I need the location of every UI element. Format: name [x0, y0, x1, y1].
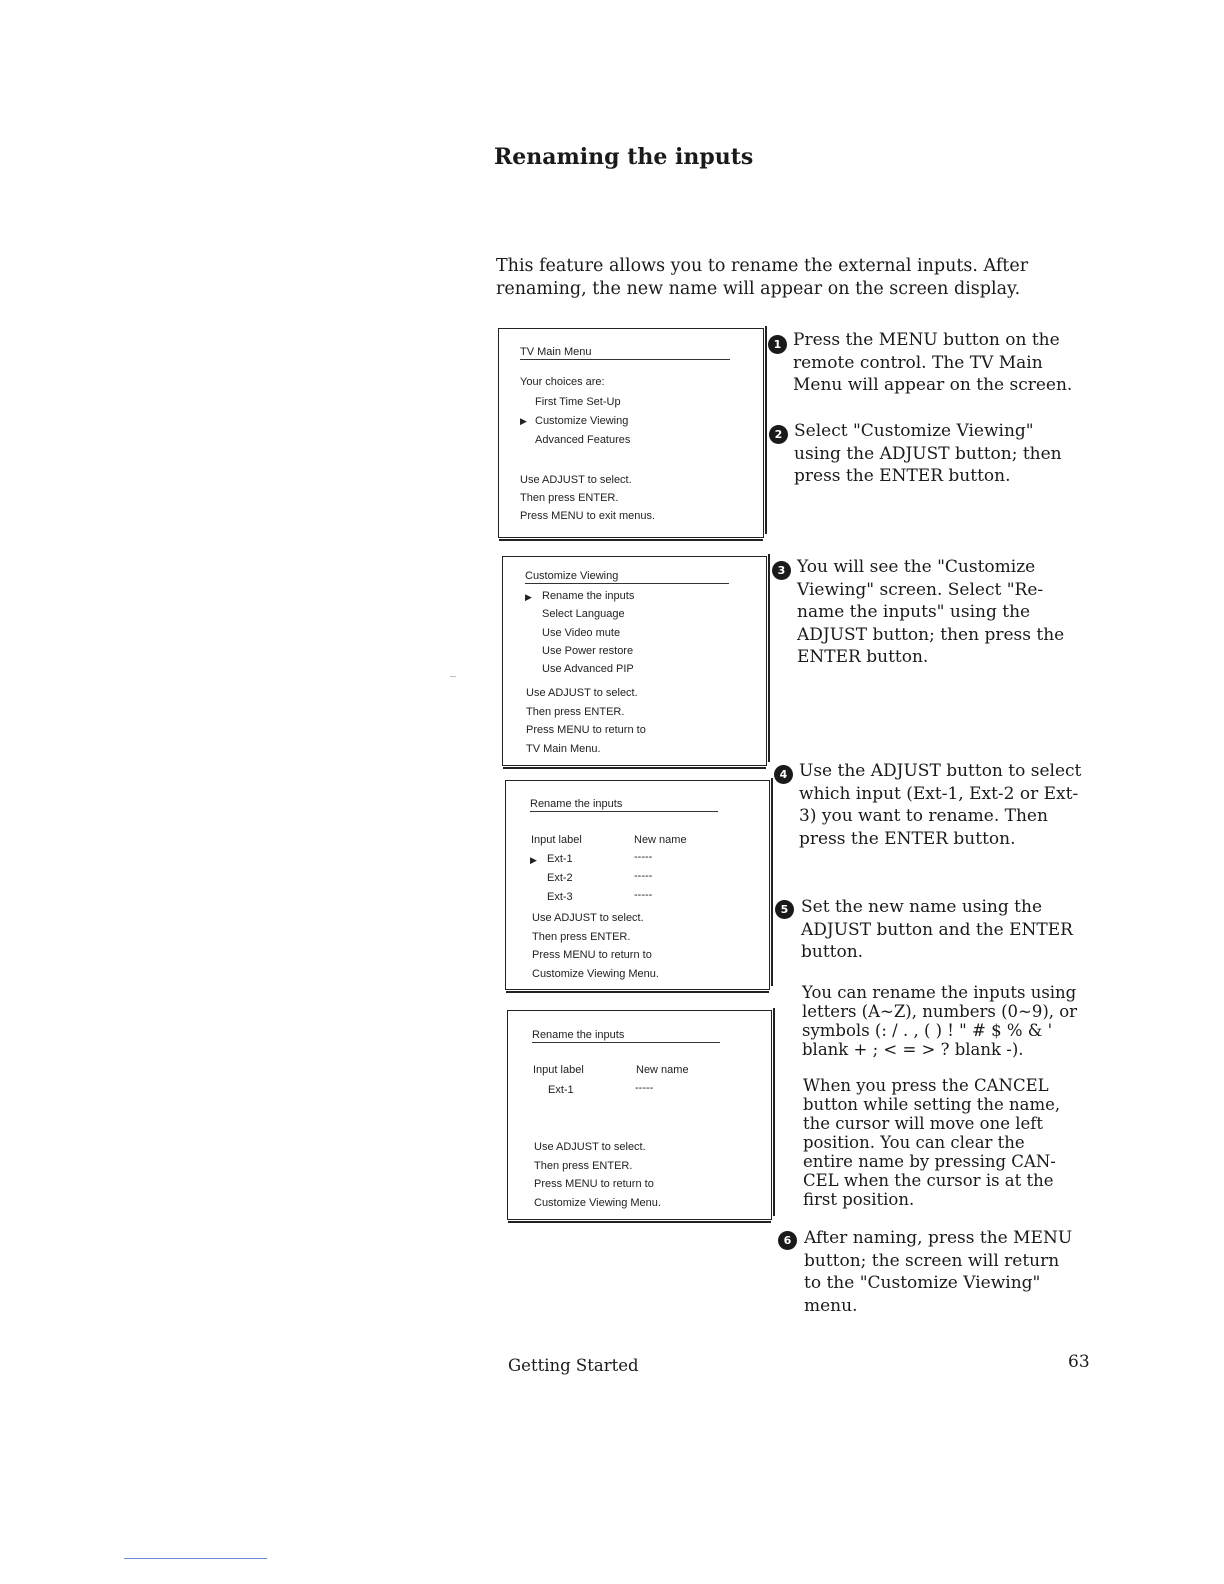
screen-line: Press MENU to return to	[534, 1178, 654, 1190]
screen-title: Customize Viewing	[525, 570, 619, 582]
step-text: Press the MENU button on the remote control. The TV Main Menu will appear on the screen.	[793, 330, 1073, 395]
screen-customize-viewing	[502, 556, 767, 766]
step-number-badge: 5	[775, 900, 794, 919]
bottom-rule	[124, 1558, 267, 1559]
step-text: After naming, press the MENU button; the screen will return to the "Customize Viewing" menu.	[804, 1228, 1073, 1316]
menu-option-selected: Customize Viewing	[535, 415, 629, 427]
input-row-label: Ext-3	[547, 891, 573, 903]
menu-option: Advanced Features	[535, 434, 631, 446]
screen-line: Your choices are:	[520, 376, 605, 388]
menu-option: First Time Set-Up	[535, 396, 621, 408]
screen-line: Customize Viewing Menu.	[534, 1197, 661, 1209]
column-header-input-label: Input label	[533, 1064, 584, 1076]
column-header-input-label: Input label	[531, 834, 582, 846]
screen-title: Rename the inputs	[530, 798, 623, 810]
input-row-name: -----	[635, 1082, 654, 1094]
step-number-badge: 3	[772, 561, 791, 580]
menu-option: Use Power restore	[542, 645, 634, 657]
screen-line: Press MENU to return to	[532, 949, 652, 961]
input-row-label: Ext-2	[547, 872, 573, 884]
menu-option-selected: Rename the inputs	[542, 590, 635, 602]
screen-line: Then press ENTER.	[532, 931, 631, 943]
intro-paragraph: This feature allows you to rename the external inputs. After renaming, the new name will appear on the screen display.	[496, 256, 1029, 299]
input-row-label: Ext-1	[548, 1084, 574, 1096]
screen-line: Press MENU to exit menus.	[520, 510, 656, 522]
step-number-badge: 4	[774, 765, 793, 784]
title-rule	[530, 811, 718, 812]
screen-line: Use ADJUST to select.	[532, 912, 644, 924]
input-row-name: -----	[634, 870, 653, 882]
note-characters: You can rename the inputs using letters (A~Z), numbers (0~9), or symbols (: / . , ( ) ! " # $ % & ' blank + ; < = > ? blank -).	[802, 983, 1078, 1059]
step-text: Set the new name using the ADJUST button and the ENTER button.	[801, 897, 1073, 962]
step-number-badge: 2	[769, 425, 788, 444]
menu-option: Use Advanced PIP	[542, 663, 634, 675]
step-text: Use the ADJUST button to select which input (Ext-1, Ext-2 or Ext- 3) you want to rename. Then press the ENTER button.	[799, 761, 1082, 849]
step-number-badge: 6	[778, 1231, 797, 1250]
screen-line: TV Main Menu.	[526, 743, 601, 755]
menu-option: Select Language	[542, 608, 625, 620]
screen-title: Rename the inputs	[532, 1029, 625, 1041]
column-header-new-name: New name	[636, 1064, 689, 1076]
step-text: Select "Customize Viewing" using the ADJUST button; then press the ENTER button.	[794, 421, 1062, 486]
screen-rename-inputs-list	[505, 780, 770, 990]
step-text: You will see the "Customize Viewing" screen. Select "Re- name the inputs" using the ADJUST button; then press the ENTER button.	[797, 557, 1065, 667]
title-rule	[520, 359, 730, 360]
screen-tv-main-menu	[498, 328, 764, 538]
screen-line: Then press ENTER.	[534, 1160, 633, 1172]
selection-arrow-icon: ▶	[520, 416, 527, 426]
screen-line: Then press ENTER.	[520, 492, 619, 504]
menu-option: Use Video mute	[542, 627, 621, 639]
selection-arrow-icon: ▶	[525, 592, 532, 602]
step-number-badge: 1	[768, 335, 787, 354]
input-row-name: -----	[634, 851, 653, 863]
screen-line: Use ADJUST to select.	[520, 474, 632, 486]
screen-line: Use ADJUST to select.	[534, 1141, 646, 1153]
screen-line: Then press ENTER.	[526, 706, 625, 718]
screen-rename-inputs-edit	[507, 1010, 772, 1220]
page-title: Renaming the inputs	[494, 144, 754, 170]
title-rule	[532, 1042, 720, 1043]
screen-line: Press MENU to return to	[526, 724, 646, 736]
page-number: 63	[1068, 1352, 1090, 1372]
screen-line: Use ADJUST to select.	[526, 687, 638, 699]
note-cancel: When you press the CANCEL button while setting the name, the cursor will move one left position. You can clear the entire name by pressing CAN- CEL when the cursor is at the first position.	[803, 1076, 1061, 1209]
screen-line: Customize Viewing Menu.	[532, 968, 659, 980]
margin-mark	[450, 676, 456, 677]
selection-arrow-icon: ▶	[530, 855, 537, 865]
screen-title: TV Main Menu	[520, 346, 592, 358]
input-row-name: -----	[634, 889, 653, 901]
column-header-new-name: New name	[634, 834, 687, 846]
footer-section: Getting Started	[508, 1356, 639, 1375]
input-row-label: Ext-1	[547, 853, 573, 865]
title-rule	[525, 583, 729, 584]
